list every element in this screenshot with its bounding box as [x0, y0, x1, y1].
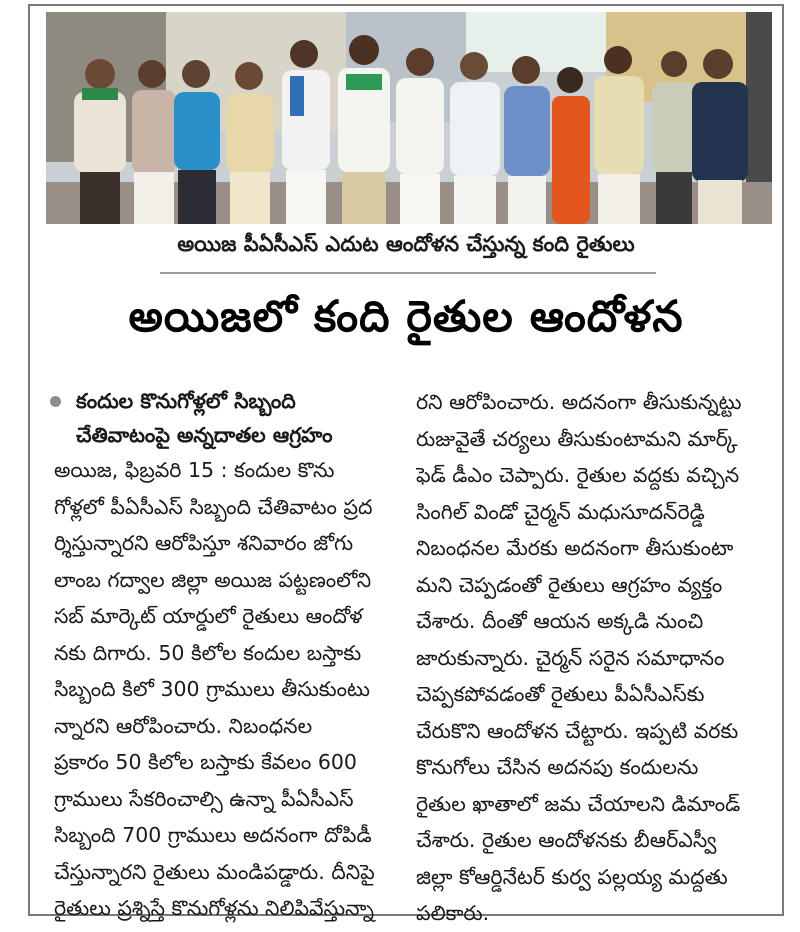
article-text-line: ర్శిస్తున్నారని ఆరోపిస్తూ శనివారం జోగు: [54, 531, 354, 555]
subheading: [48, 384, 410, 452]
article-text-line: నకు దిగారు. 50 కిలోల కందుల బస్తాకు: [54, 640, 362, 665]
article-text-line: రైతుల ఖాతాలో జమ చేయాలని డిమాండ్: [416, 791, 741, 816]
article-text-line: చేస్తున్నారని రైతులు మండిపడ్డారు. దీనిపై: [54, 859, 375, 884]
article-text-line: రైతులు ప్రశ్నిస్తే కొనుగోళ్లను నిలిపివేస్తున్నా: [54, 896, 374, 920]
right-column-body: [416, 384, 776, 932]
article-text-line: కొనుగోలు చేసిన అదనపు కందులను: [416, 755, 699, 779]
farmers-protest-photo: [46, 12, 772, 224]
news-clipping: [28, 4, 784, 925]
article-text-line: జిల్లా కోఆర్డినేటర్ కుర్వ పల్లయ్య మద్దతు: [416, 864, 728, 889]
photo-caption: అయిజ పీఏసీఎస్ ఎదుట ఆందోళన చేస్తున్న కంది రైతులు: [177, 232, 635, 256]
protest-photo-illustration: [46, 12, 772, 224]
article-text-line: పలికారు.: [416, 901, 490, 925]
article-text-line: జారుకున్నారు. చైర్మన్ సరైన సమాధానం: [416, 645, 725, 670]
article-text-line: ఫెడ్ డీఎం చెప్పారు. రైతుల వద్దకు వచ్చిన: [416, 463, 740, 487]
article-text-line: అయిజ, ఫిబ్రవరి 15 : కందుల కొను: [54, 458, 335, 482]
article-text-line: సింగిల్ విండో చైర్మన్ మధుసూదన్‌రెడ్డి: [416, 499, 705, 524]
left-column-body: [48, 452, 410, 927]
article-text-line: చేరుకొని ఆందోళన చేట్టారు. ఇప్పటి వరకు: [416, 718, 739, 743]
article-text-line: ప్రకారం 50 కిలోల బస్తాకు కేవలం 600: [54, 750, 357, 774]
subheading-line: కందుల కొనుగోళ్లలో సిబ్బంది: [76, 389, 296, 413]
article-text-line: రుజువైతే చర్యలు తీసుకుంటామని మార్క్: [416, 426, 738, 451]
article-text-line: లాంబ గద్వాల జిల్లా అయిజ పట్టణంలోని: [54, 567, 372, 592]
left-column: [48, 384, 410, 927]
article-headline: అయిజలో కంది రైతుల ఆందోళన: [128, 292, 684, 342]
article-text-line: చేశారు. రైతుల ఆందోళనకు బీఆర్ఎస్వీ: [416, 828, 717, 852]
article-text-line: న్నారని ఆరోపించారు. నిబంధనల: [54, 713, 313, 738]
article-text-line: సిబ్బంది కిలో 300 గ్రాములు తీసుకుంటు: [54, 677, 370, 701]
article-text-line: గ్రాములు సేకరించాల్సి ఉన్నా పీఏసీఎస్: [54, 786, 354, 811]
article-text-line: మని చెప్పడంతో రైతులు ఆగ్రహం వ్యక్తం: [416, 572, 723, 597]
subheading-line: చేతివాటంపై అన్నదాతల ఆగ్రహం: [76, 423, 333, 447]
article-text-line: రని ఆరోపించారు. అదనంగా తీసుకున్నట్టు: [416, 390, 742, 414]
right-column: [416, 384, 776, 932]
article-text-line: నిబంధనల మేరకు అదనంగా తీసుకుంటా: [416, 536, 734, 560]
article-text-line: గోళ్లలో పీఏసీఎస్ సిబ్బంది చేతివాటం ప్రద: [54, 494, 373, 519]
article-text-line: చేశారు. దీంతో ఆయన అక్కడి నుంచి: [416, 609, 704, 633]
article-text-line: సబ్ మార్కెట్ యార్డులో రైతులు ఆందోళ: [54, 604, 363, 628]
bullet-icon: [50, 396, 61, 407]
divider: [160, 272, 656, 274]
article-text-line: సిబ్బంది 700 గ్రాములు అదనంగా దోపిడీ: [54, 823, 372, 847]
article-text-line: చెప్పకపోవడంతో రైతులు పీఏసీఎస్‌కు: [416, 682, 705, 706]
